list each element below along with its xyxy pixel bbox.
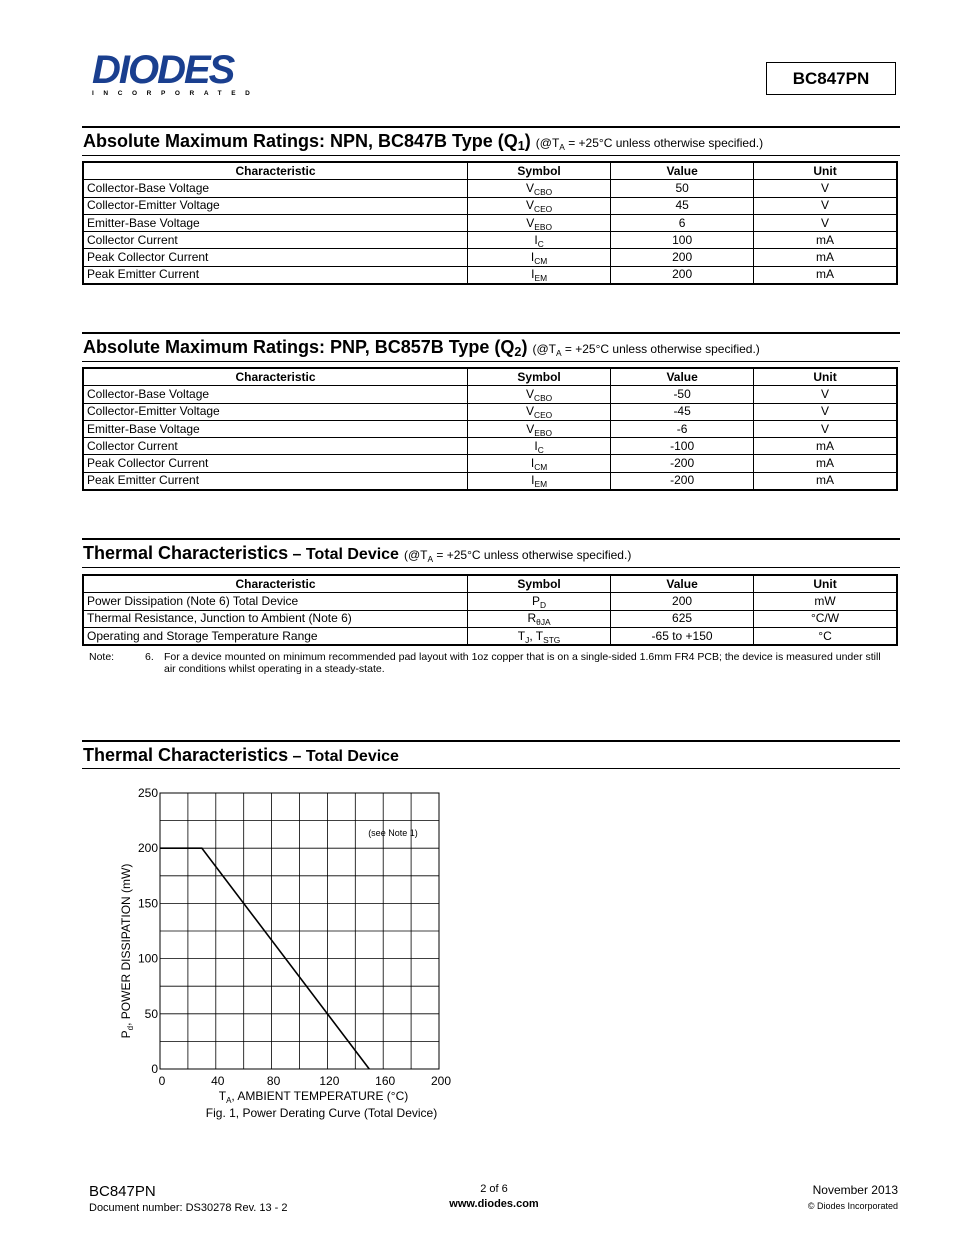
symbol-cell: $V_{CEO}$ [468,403,611,420]
characteristic-cell: Collector-Base Voltage [83,180,468,197]
unit-cell: mA [754,249,897,266]
x-tick-label: 40 [211,1074,225,1088]
unit-cell: mA [754,266,897,284]
value-cell: -6 [611,420,754,437]
characteristic-cell: Peak Collector Current [83,249,468,266]
unit-cell: mA [754,438,897,455]
npn-section-title: Absolute Maximum Ratings: NPN, BC847B Type $(Q_1)$ ($@T_A = +25^\circ C$ unless otherwise specified.) [83,131,764,153]
value-cell: -50 [611,386,754,403]
symbol-cell: $V_{CEO}$ [468,197,611,214]
footer-website-link[interactable]: www.diodes.com [449,1198,539,1210]
footer-date: November 2013 [812,1183,898,1197]
thermal-section-title: Thermal Characteristics – Total Device ($@T_A = +25^\circ C$ unless otherwise specified.) [83,543,632,564]
note-number: 6. [145,651,154,663]
characteristic-cell: Collector Current [83,438,468,455]
characteristic-cell: Power Dissipation (Note 6) Total Device [83,593,468,610]
header-symbol: Symbol [468,162,611,180]
symbol-cell: $I_C$ [468,232,611,249]
value-cell: 200 [611,593,754,610]
unit-cell: mA [754,472,897,490]
symbol-cell: $V_{EBO}$ [468,420,611,437]
footer-page-number: 2 of 6 [480,1183,508,1195]
value-cell: 200 [611,266,754,284]
header-unit: Unit [754,162,897,180]
header-symbol: Symbol [468,575,611,593]
pnp-section-title: Absolute Maximum Ratings: PNP, BC857B Type $(Q_2)$ ($@T_A = +25^\circ C$ unless otherwise specified.) [83,337,760,359]
symbol-cell: $I_{CM}$ [468,249,611,266]
logo-wordmark: DIODES [92,48,234,92]
y-tick-label: 0 [151,1062,158,1076]
characteristic-cell: Collector-Emitter Voltage [83,403,468,420]
header-characteristic: Characteristic [83,162,468,180]
unit-cell: V [754,403,897,420]
characteristic-cell: Emitter-Base Voltage [83,214,468,231]
value-cell: -200 [611,455,754,472]
characteristic-cell: Collector Current [83,232,468,249]
x-axis-label: $T_A$, AMBIENT TEMPERATURE (°C) [218,1089,409,1105]
y-tick-label: 250 [137,786,158,800]
characteristic-cell: Peak Emitter Current [83,266,468,284]
unit-cell: V [754,386,897,403]
header-unit: Unit [754,575,897,593]
value-cell: 625 [611,610,754,627]
unit-cell: mA [754,455,897,472]
value-cell: -45 [611,403,754,420]
x-tick-label: 160 [375,1074,396,1088]
characteristic-cell: Collector-Emitter Voltage [83,197,468,214]
header-characteristic: Characteristic [83,368,468,386]
unit-cell: V [754,180,897,197]
symbol-cell: $V_{CBO}$ [468,386,611,403]
y-tick-label: 50 [144,1006,158,1021]
characteristic-cell: Operating and Storage Temperature Range [83,627,468,645]
chart-annotation: (see Note 1) [368,828,418,839]
footer-left [89,1183,288,1214]
symbol-cell: $I_{EM}$ [468,266,611,284]
y-tick-label: 200 [137,841,158,856]
y-tick-label: 100 [137,951,158,966]
logo-subtitle: INCORPORATED [92,90,260,97]
footer-copyright: © Diodes Incorporated [807,1201,898,1211]
thermal-chart-section-title: Thermal Characteristics – Total Device [83,745,399,765]
note-text: For a device mounted on minimum recommended pad layout with 1oz copper that is on a single-sided 1.6mm FR4 PCB; the device is measured under still air conditions whilst operating in a steady-state. [164,651,881,675]
unit-cell: V [754,197,897,214]
header-value: Value [611,575,754,593]
value-cell: 100 [611,232,754,249]
x-tick-label: 80 [266,1074,281,1088]
symbol-cell: $I_C$ [468,438,611,455]
value-cell: 45 [611,197,754,214]
value-cell: -200 [611,472,754,490]
unit-cell: mW [754,593,897,610]
y-tick-label: 150 [137,896,158,911]
footer-right [760,1183,898,1211]
header-symbol: Symbol [468,368,611,386]
header-value: Value [611,162,754,180]
footer-document-number: Document number: DS30278 Rev. 13 - 2 [89,1202,288,1214]
unit-cell: V [754,214,897,231]
characteristic-cell: Collector-Base Voltage [83,386,468,403]
symbol-cell: $I_{CM}$ [468,455,611,472]
unit-cell: °C/W [754,610,897,627]
footer-center [434,1183,554,1210]
symbol-cell: $T_J$, $T_{STG}$ [468,627,611,645]
characteristic-cell: Peak Emitter Current [83,472,468,490]
y-axis-label: $P_d$, POWER DISSIPATION (mW) [119,863,135,1039]
x-tick-label: 200 [430,1074,452,1088]
value-cell: 200 [611,249,754,266]
chart-title: Fig. 1, Power Derating Curve (Total Device) [205,1106,438,1120]
symbol-cell: $R_{\theta JA}$ [468,610,611,627]
symbol-cell: $V_{CBO}$ [468,180,611,197]
value-cell: -65 to +150 [611,627,754,645]
unit-cell: V [754,420,897,437]
note-label: Note: [89,651,115,663]
header-unit: Unit [754,368,897,386]
footer-part-number: BC847PN [89,1183,156,1200]
value-cell: 50 [611,180,754,197]
characteristic-cell: Peak Collector Current [83,455,468,472]
unit-cell: °C [754,627,897,645]
unit-cell: mA [754,232,897,249]
header-characteristic: Characteristic [83,575,468,593]
characteristic-cell: Emitter-Base Voltage [83,420,468,437]
symbol-cell: $I_{EM}$ [468,472,611,490]
header-value: Value [611,368,754,386]
symbol-cell: $P_D$ [468,593,611,610]
x-tick-label: 0 [158,1074,166,1088]
characteristic-cell: Thermal Resistance, Junction to Ambient (Note 6) [83,610,468,627]
symbol-cell: $V_{EBO}$ [468,214,611,231]
x-tick-label: 120 [319,1074,340,1088]
part-number-box: BC847PN [766,62,896,95]
value-cell: -100 [611,438,754,455]
value-cell: 6 [611,214,754,231]
